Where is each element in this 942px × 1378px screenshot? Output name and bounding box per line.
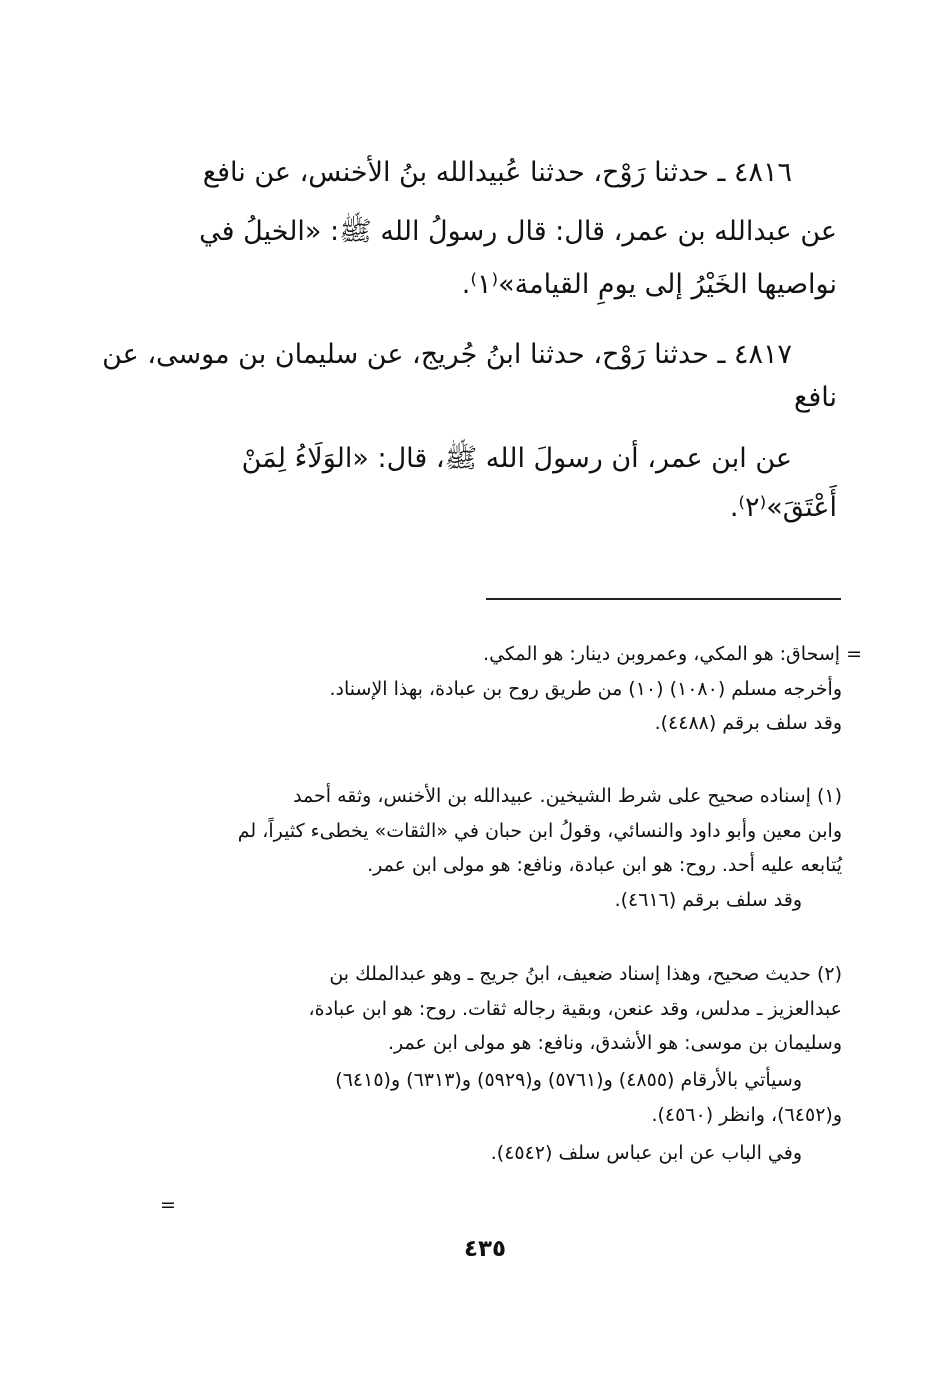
footnote-continued (330, 642, 863, 736)
footnote-line: وسيأتي بالأرقام (٤٨٥٥) و(٥٧٦١) و(٥٩٢٩) و(٦٣١٣) و(٦٤١٥) (335, 1069, 802, 1092)
footnote-1 (238, 784, 842, 913)
hadith-4816-chain-line: ٤٨١٦ ـ حدثنا رَوْح، حدثنا عُبيدالله بنُ الأخنس، عن نافع (202, 157, 792, 188)
hadith-4817-chain-line: نافع (793, 382, 837, 414)
footnote-line: وابن معين وأبو داود والنسائي، وقولُ ابن حبان في «الثقات» يخطىء كثيراً، لم (237, 819, 842, 842)
footnote-line: وقد سلف برقم (٤٤٨٨). (654, 712, 842, 735)
footnote-separator (486, 598, 841, 600)
hadith-4816-text-line: نواصيها الخَيْرُ إلى يومِ القيامة»⁽١⁾. (461, 269, 837, 301)
hadith-4817-chain-line: ٤٨١٧ ـ حدثنا رَوْح، حدثنا ابنُ جُريج، عن سليمان بن موسى، عن (102, 339, 792, 370)
footnote-line: (١) إسناده صحيح على شرط الشيخين. عبيدالله بن الأخنس، وثقه أحمد (293, 785, 842, 807)
hadith-4817-text (242, 441, 837, 525)
footnote-line: = إسحاق: هو المكي، وعمروبن دينار: هو المكي. (483, 643, 862, 665)
hadith-4816-text (199, 214, 837, 302)
footnote-line: وأخرجه مسلم (١٠٨٠) (١٠) من طريق روح بن عبادة، بهذا الإسناد. (329, 677, 842, 700)
footnote-line: وسليمان بن موسى: هو الأشدق، ونافع: هو مولى ابن عمر. (388, 1032, 842, 1055)
hadith-4817-chain (102, 337, 837, 415)
footnote-line: (٢) حديث صحيح، وهذا إسناد ضعيف، ابنُ جريج ـ وهو عبدالملك بن (329, 963, 842, 985)
hadith-4817-text-line: أَعْتَقَ»⁽٢⁾. (729, 492, 837, 524)
footnote-line: وفي الباب عن ابن عباس سلف (٤٥٤٢). (490, 1142, 802, 1165)
footnote-line: عبدالعزيز ـ مدلس، وقد عنعن، وبقية رجاله ثقات. روح: هو ابن عبادة، (308, 997, 842, 1020)
footnote-line: وقد سلف برقم (٤٦١٦). (614, 889, 802, 912)
footnote-line: يُتابعه عليه أحد. روح: هو ابن عبادة، ونافع: هو مولى ابن عمر. (367, 854, 842, 877)
hadith-4817-text-line: عن ابن عمر، أن رسولَ الله ﷺ، قال: «الوَلَاءُ لِمَنْ (241, 443, 792, 474)
hadith-4816-text-line: عن عبدالله بن عمر، قال: قال رسولُ الله ﷺ: «الخيلُ في (199, 216, 837, 247)
footnote-line: و(٦٤٥٢)، وانظر (٤٥٦٠). (651, 1103, 842, 1126)
continuation-mark: = (160, 1194, 176, 1216)
footnote-2 (309, 962, 842, 1166)
hadith-4816-chain (203, 155, 792, 190)
page-number: ٤٣٥ (463, 1236, 507, 1262)
